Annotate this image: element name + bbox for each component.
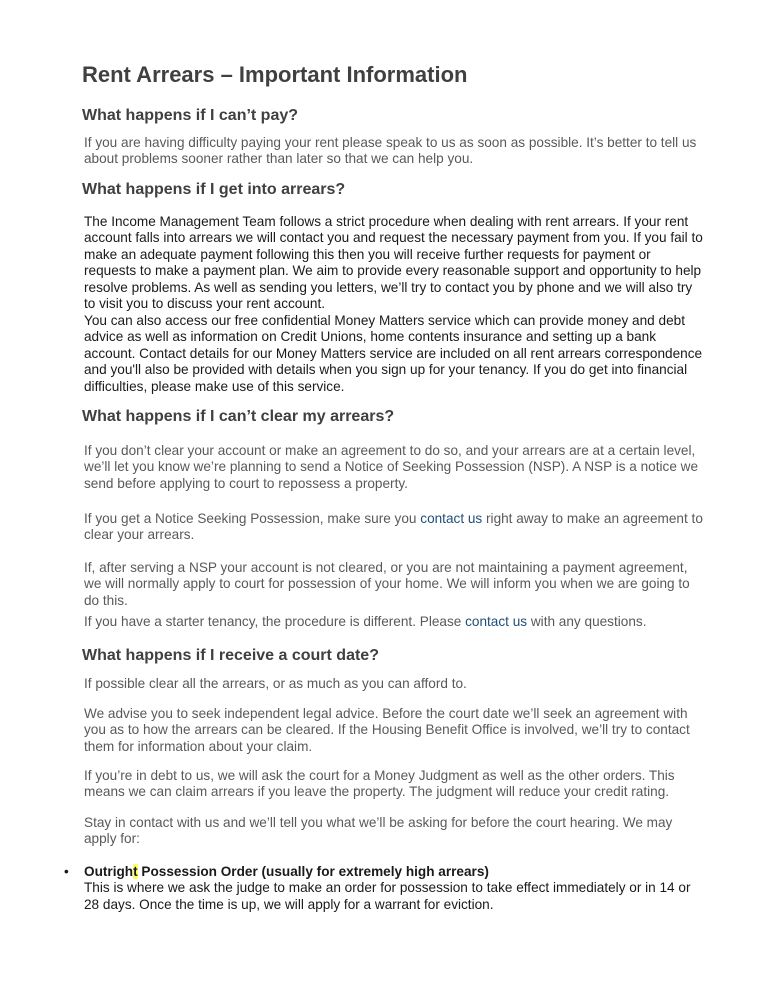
paragraph: If you are having difficulty paying your rent please speak to us as soon as possible. It’s better to tell us about problems sooner rather than later so that we can help you. <box>84 135 697 167</box>
contact-us-link[interactable]: contact us <box>465 614 528 629</box>
paragraph: The Income Management Team follows a strict procedure when dealing with rent arrears. If your rent account falls into arrears we will contact you and request the necessary payment from you. If you fail to make an adequate payment following this then you will receive further requests for payment or requests to make a payment plan. We aim to provide every reasonable support and opportunity to help resolve problems. As well as sending you letters, we’ll try to contact you by phone and we will also try to visit you to discuss your rent account. <box>84 214 703 312</box>
paragraph: Stay in contact with us and we’ll tell you what we’ll be asking for before the court hearing. We may apply for: <box>84 815 673 847</box>
list-item <box>84 864 704 913</box>
paragraph: If you don’t clear your account or make an agreement to do so, and your arrears are at a certain level, we’ll let you know we’re planning to send a Notice of Seeking Possession (NSP). A NSP is a notice we send before applying to court to repossess a property. <box>84 443 699 491</box>
paragraph: If you’re in debt to us, we will ask the court for a Money Judgment as well as the other orders. This means we can claim arrears if you leave the property. The judgment will reduce your credit rating. <box>84 768 675 800</box>
list-item-text: This is where we ask the judge to make an order for possession to take effect immediately or in 14 or 28 days. Once the time is up, we will apply for a warrant for eviction. <box>84 880 691 912</box>
section-heading-court-date: What happens if I receive a court date? <box>82 647 379 664</box>
bullet-icon: • <box>64 864 69 879</box>
contact-us-link[interactable]: contact us <box>420 511 483 526</box>
paragraph: If you have a starter tenancy, the procedure is different. Please contact us with any questions. <box>84 614 647 629</box>
paragraph: We advise you to seek independent legal advice. Before the court date we’ll seek an agreement with you as to how the arrears can be cleared. If the Housing Benefit Office is involved, we’ll try to contact them for information about your claim. <box>84 706 690 754</box>
section-heading-arrears: What happens if I get into arrears? <box>82 181 346 198</box>
section-heading-cant-pay: What happens if I can’t pay? <box>82 107 299 124</box>
section-heading-cant-clear: What happens if I can’t clear my arrears? <box>82 408 395 425</box>
paragraph: If you get a Notice Seeking Possession, make sure you contact us right away to make an agreement to clear your arrears. <box>84 511 703 543</box>
paragraph: If possible clear all the arrears, or as much as you can afford to. <box>84 676 467 691</box>
list-item-heading: Outright Possession Order (usually for extremely high arrears) <box>84 864 489 879</box>
page-title: Rent Arrears – Important Information <box>82 62 468 87</box>
paragraph: You can also access our free confidential Money Matters service which can provide money and debt advice as well as information on Credit Unions, home contents insurance and setting up a bank account. Contact details for our Money Matters service are included on all rent arrears correspondence and you'll also be provided with details when you sign up for your tenancy. If you do get into financial difficulties, please make use of this service. <box>84 313 703 394</box>
paragraph: If, after serving a NSP your account is not cleared, or you are not maintaining a payment agreement, we will normally apply to court for possession of your home. We will inform you when we are going to do this. <box>84 560 690 608</box>
